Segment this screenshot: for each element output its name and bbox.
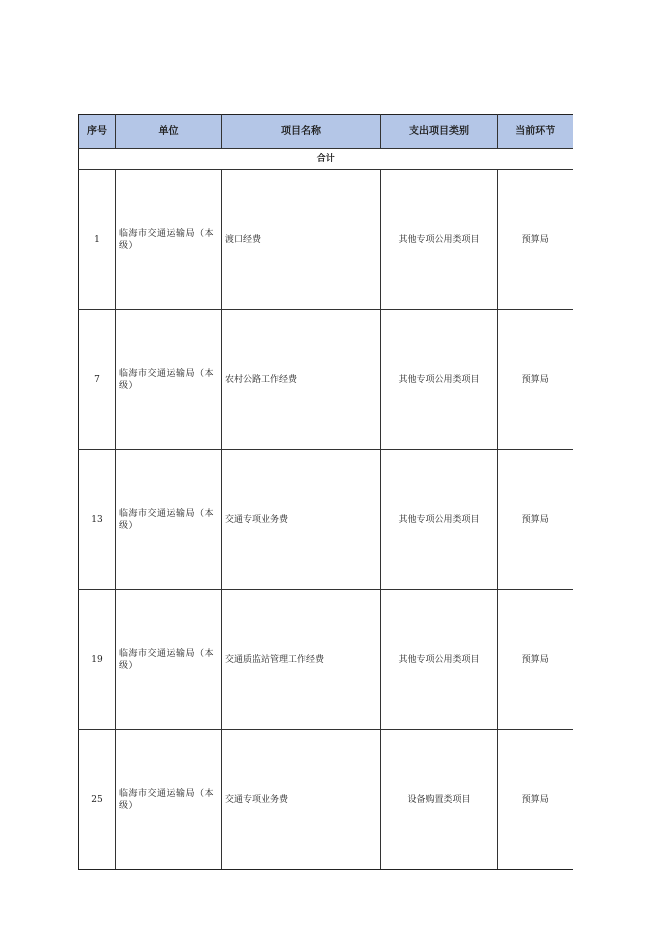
total-row	[79, 149, 573, 170]
cell-project-name[interactable]: 交通专项业务费	[222, 730, 381, 870]
cell-project-name[interactable]: 交通专项业务费	[222, 450, 381, 590]
cell-stage[interactable]: 预算局	[498, 450, 573, 590]
cell-stage[interactable]: 预算局	[498, 590, 573, 730]
total-label: 合计	[79, 149, 573, 170]
table-row[interactable]	[79, 310, 573, 450]
cell-unit[interactable]: 临海市交通运输局（本级）	[116, 730, 222, 870]
cell-unit[interactable]: 临海市交通运输局（本级）	[116, 450, 222, 590]
cell-category[interactable]: 其他专项公用类项目	[381, 170, 498, 310]
cell-unit[interactable]: 临海市交通运输局（本级）	[116, 170, 222, 310]
cell-category[interactable]: 其他专项公用类项目	[381, 590, 498, 730]
header-project-name[interactable]: 项目名称	[222, 115, 381, 149]
cell-seq[interactable]: 25	[79, 730, 116, 870]
header-stage[interactable]: 当前环节	[498, 115, 573, 149]
cell-project-name[interactable]: 农村公路工作经费	[222, 310, 381, 450]
cell-project-name[interactable]: 渡口经费	[222, 170, 381, 310]
cell-unit[interactable]: 临海市交通运输局（本级）	[116, 590, 222, 730]
table-row[interactable]	[79, 730, 573, 870]
table-row[interactable]	[79, 170, 573, 310]
cell-seq[interactable]: 19	[79, 590, 116, 730]
header-seq[interactable]: 序号	[79, 115, 116, 149]
header-row	[79, 115, 573, 149]
cell-stage[interactable]: 预算局	[498, 170, 573, 310]
budget-project-table	[78, 114, 573, 870]
cell-category[interactable]: 其他专项公用类项目	[381, 310, 498, 450]
cell-seq[interactable]: 13	[79, 450, 116, 590]
cell-stage[interactable]: 预算局	[498, 310, 573, 450]
cell-seq[interactable]: 7	[79, 310, 116, 450]
table-row[interactable]	[79, 590, 573, 730]
cell-category[interactable]: 设备购置类项目	[381, 730, 498, 870]
cell-stage[interactable]: 预算局	[498, 730, 573, 870]
cell-category[interactable]: 其他专项公用类项目	[381, 450, 498, 590]
table-row[interactable]	[79, 450, 573, 590]
cell-unit[interactable]: 临海市交通运输局（本级）	[116, 310, 222, 450]
cell-project-name[interactable]: 交通质监站管理工作经费	[222, 590, 381, 730]
header-unit[interactable]: 单位	[116, 115, 222, 149]
cell-seq[interactable]: 1	[79, 170, 116, 310]
header-category[interactable]: 支出项目类别	[381, 115, 498, 149]
